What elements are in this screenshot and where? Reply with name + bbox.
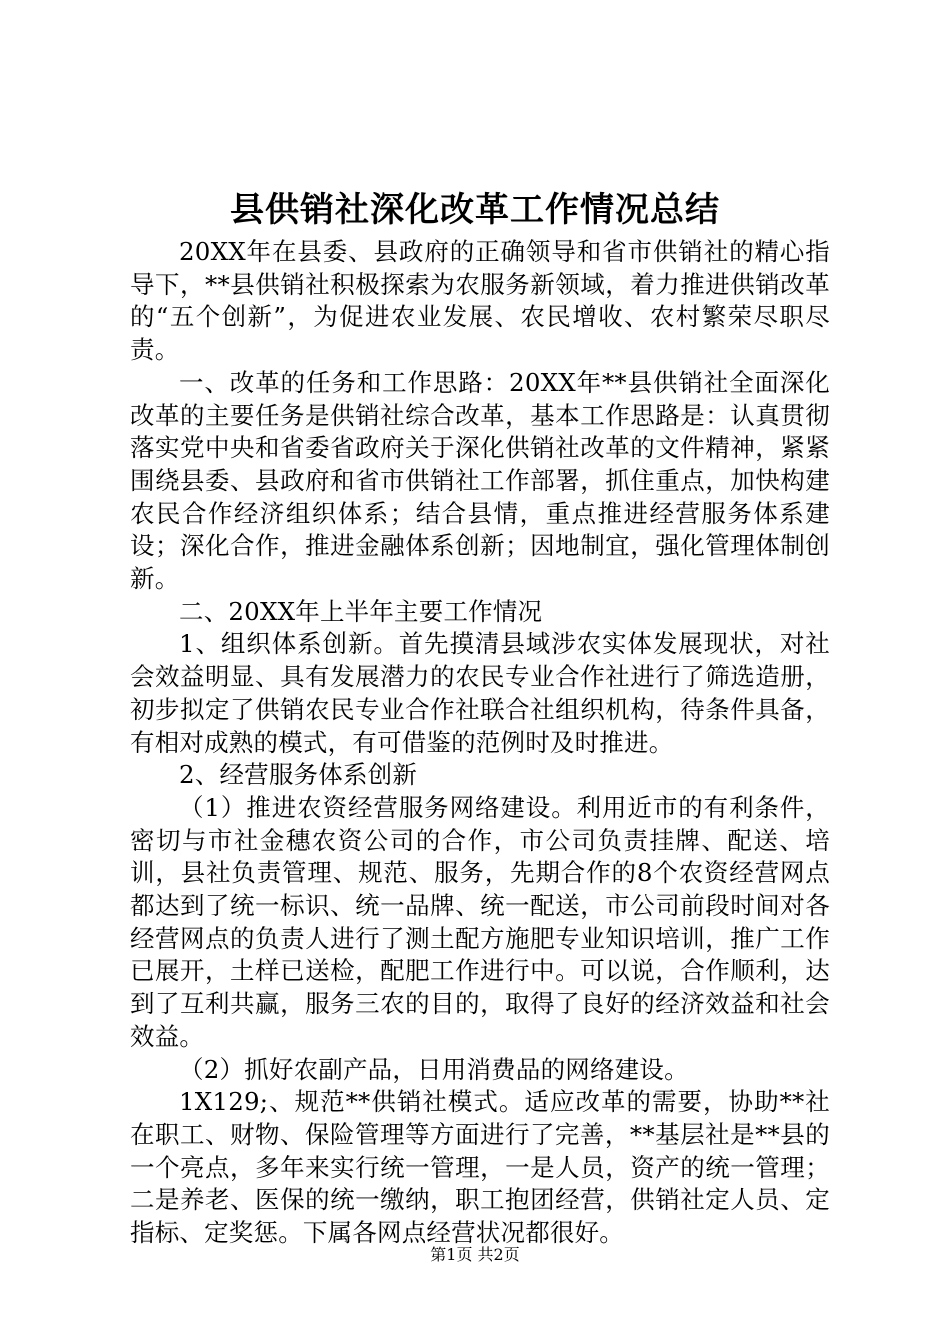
paragraph-organization-innovation: 1、组织体系创新。首先摸清县域涉农实体发展现状，对社会效益明显、具有发展潜力的农民专业合作社进行了筛选造册，初步拟定了供销农民专业合作社联合社组织机构，待条件具备，有相对成熟的模式，有可借鉴的范例时及时推进。 bbox=[130, 629, 830, 757]
paragraph-section-1: 一、改革的任务和工作思路：20XX年**县供销社全面深化改革的主要任务是供销社综合改革，基本工作思路是：认真贯彻落实党中央和省委省政府关于深化供销社改革的文件精神，紧紧围绕县委、县政府和省市供销社工作部署，抓住重点，加快构建农民合作经济组织体系；结合县情，重点推进经营服务体系建设；深化合作，推进金融体系创新；因地制宜，强化管理体制创新。 bbox=[130, 367, 830, 594]
document-body bbox=[130, 236, 830, 1250]
heading-service-innovation: 2、经营服务体系创新 bbox=[179, 760, 418, 790]
heading-section-2: 二、20XX年上半年主要工作情况 bbox=[179, 596, 543, 626]
paragraph-standardize-model: 1X129;、规范**供销社模式。适应改革的需要，协助**社在职工、财物、保险管理等方面进行了完善，**基层社是**县的一个亮点，多年来实行统一管理，一是人员，资产的统一管理；二是养老、医保的统一缴纳，职工抱团经营，供销社定人员、定指标、定奖惩。下属各网点经营状况都很好。 bbox=[130, 1087, 830, 1248]
paragraph-agri-network: （1）推进农资经营服务网络建设。利用近市的有利条件，密切与市社金穗农资公司的合作，市公司负责挂牌、配送、培训，县社负责管理、规范、服务，先期合作的8个农资经营网点都达到了统一标识、统一品牌、统一配送，市公司前段时间对各经营网点的负责人进行了测土配方施肥专业知识培训，推广工作已展开，土样已送检，配肥工作进行中。可以说，合作顺利，达到了互利共赢，服务三农的目的，取得了良好的经济效益和社会效益。 bbox=[130, 792, 830, 1051]
page-footer: 第1页 共2页 bbox=[430, 1245, 520, 1264]
paragraph-intro: 20XX年在县委、县政府的正确领导和省市供销社的精心指导下，**县供销社积极探索为农服务新领域，着力推进供销改革的“五个创新”，为促进农业发展、农民增收、农村繁荣尽职尽责。 bbox=[130, 237, 830, 365]
document-title: 县供销社深化改革工作情况总结 bbox=[230, 190, 720, 230]
paragraph-consumer-network: （2）抓好农副产品，日用消费品的网络建设。 bbox=[179, 1054, 689, 1084]
